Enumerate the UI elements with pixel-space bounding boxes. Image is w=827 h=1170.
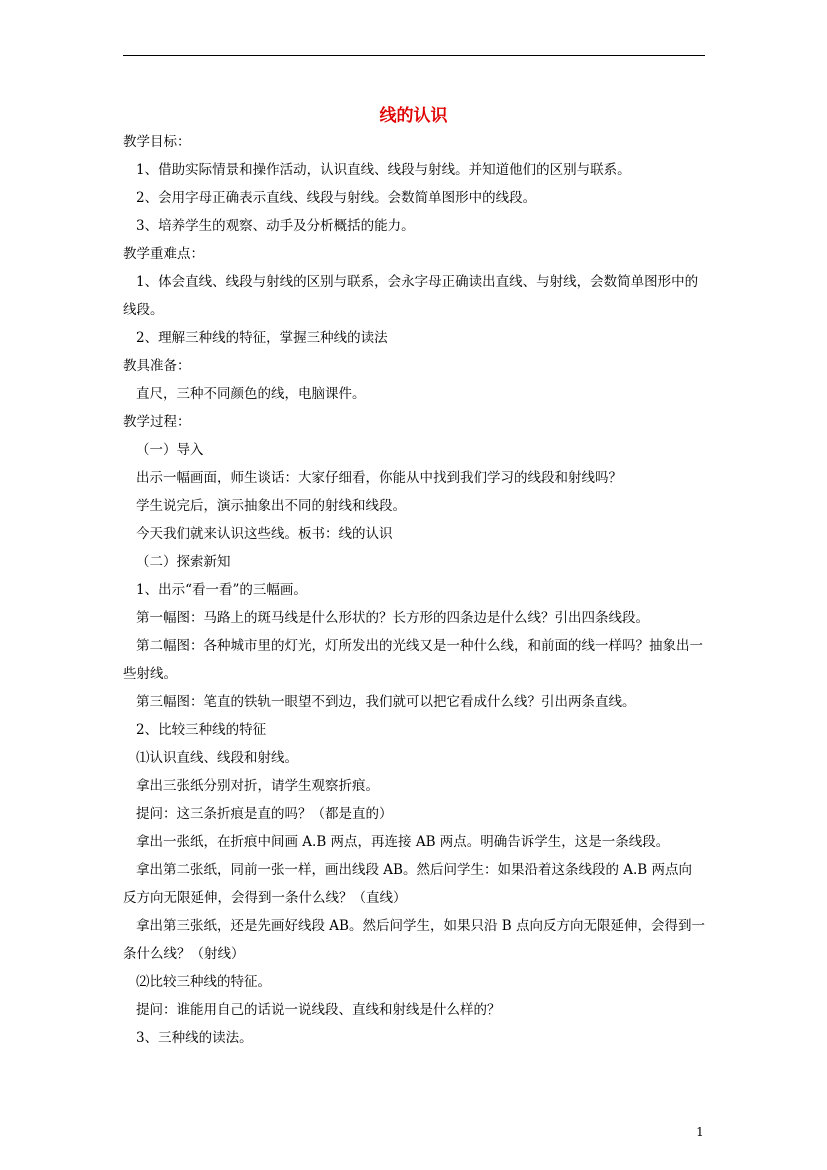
paragraph: 第一幅图：马路上的斑马线是什么形状的？长方形的四条边是什么线？引出四条线段。	[136, 610, 649, 626]
paragraph: 3、培养学生的观察、动手及分析概括的能力。	[136, 218, 415, 234]
paragraph: （一）导入	[136, 442, 204, 458]
paragraph: 拿出第二张纸，同前一张一样，画出线段 AB。然后问学生：如果沿着这条线段的 A.B 两点向反方向无限延伸，会得到一条什么线？（直线）	[123, 862, 693, 906]
header-rule	[123, 55, 705, 56]
paragraph: 1、出示“看一看”的三幅画。	[136, 582, 307, 598]
paragraph: 直尺，三种不同颜色的线，电脑课件。	[136, 386, 366, 402]
paragraph: 今天我们就来认识这些线。板书：线的认识	[136, 526, 393, 542]
document-body	[123, 128, 705, 1052]
paragraph: 出示一幅画面，师生谈话：大家仔细看，你能从中找到我们学习的线段和射线吗？	[136, 470, 622, 486]
paragraph: ⑴认识直线、线段和射线。	[136, 750, 298, 766]
paragraph: 2、理解三种线的特征，掌握三种线的读法	[136, 330, 388, 346]
paragraph: 拿出一张纸，在折痕中间画 A.B 两点，再连接 AB 两点。明确告诉学生，这是一条线段。	[136, 834, 670, 850]
paragraph: 1、体会直线、线段与射线的区别与联系，会永字母正确读出直线、与射线，会数简单图形中的线段。	[123, 274, 699, 318]
paragraph: 2、会用字母正确表示直线、线段与射线。会数简单图形中的线段。	[136, 190, 537, 206]
paragraph: ⑵比较三种线的特征。	[136, 974, 271, 990]
paragraph: 3、三种线的读法。	[136, 1030, 253, 1046]
paragraph: 1、借助实际情景和操作活动，认识直线、线段与射线。并知道他们的区别与联系。	[136, 162, 631, 178]
paragraph: 提问：谁能用自己的话说一说线段、直线和射线是什么样的？	[136, 1002, 501, 1018]
paragraph: 教学重难点：	[123, 246, 204, 262]
paragraph: 教具准备：	[123, 358, 191, 374]
paragraph: 学生说完后，演示抽象出不同的射线和线段。	[136, 498, 406, 514]
paragraph: 第三幅图：笔直的铁轨一眼望不到边，我们就可以把它看成什么线？引出两条直线。	[136, 694, 636, 710]
paragraph: （二）探索新知	[136, 554, 231, 570]
paragraph: 教学目标：	[123, 134, 191, 150]
paragraph: 第二幅图：各种城市里的灯光，灯所发出的光线又是一种什么线，和前面的线一样吗？抽象出一些射线。	[123, 638, 703, 682]
paragraph: 拿出第三张纸，还是先画好线段 AB。然后问学生，如果只沿 B 点向反方向无限延伸，会得到一条什么线？（射线）	[123, 918, 705, 962]
paragraph: 2、比较三种线的特征	[136, 722, 267, 738]
page-number: 1	[696, 1125, 704, 1139]
document-title: 线的认识	[379, 106, 448, 126]
paragraph: 拿出三张纸分别对折，请学生观察折痕。	[136, 778, 379, 794]
paragraph: 提问：这三条折痕是直的吗？（都是直的）	[136, 806, 393, 822]
paragraph: 教学过程：	[123, 414, 191, 430]
